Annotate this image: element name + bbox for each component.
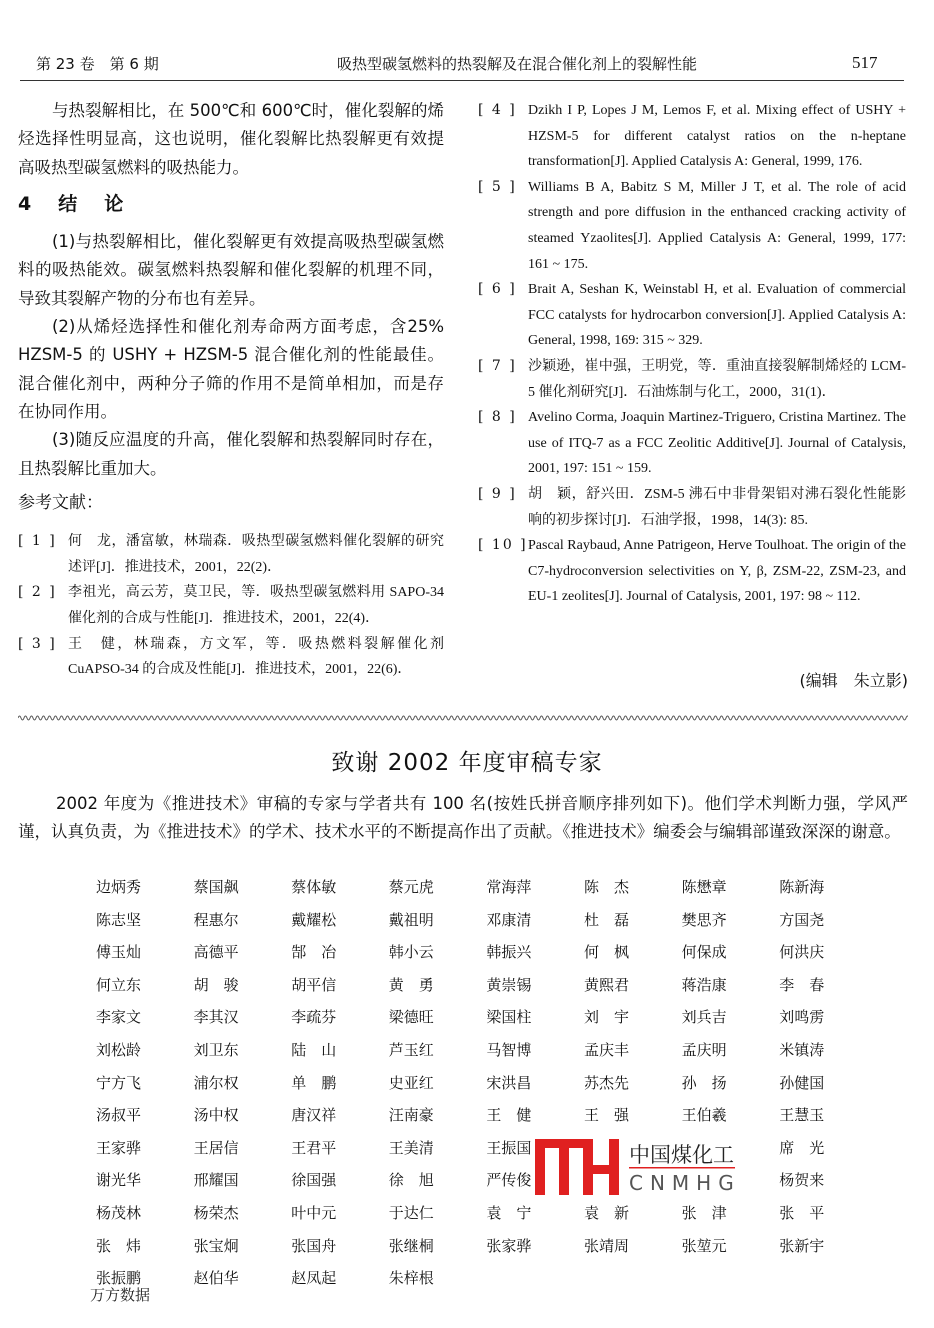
- references-heading: 参考文献：: [18, 492, 103, 513]
- reviewer-name: 张 平: [779, 1204, 825, 1222]
- reviewer-name: 刘松龄: [96, 1041, 142, 1059]
- reviewer-name: 李 春: [779, 975, 825, 994]
- header-rule: [20, 80, 904, 81]
- reviewer-name: 邢耀国: [193, 1171, 239, 1190]
- logo-cn: 中国煤化工: [629, 1143, 734, 1167]
- reviewer-name: 李疏芬: [291, 1008, 337, 1027]
- reviewer-name: 孟庆丰: [584, 1041, 630, 1059]
- reviewer-name: 赵伯华: [193, 1269, 239, 1288]
- reviewer-name: 张宝炯: [193, 1236, 239, 1255]
- reviewer-name: 徐国强: [291, 1171, 337, 1190]
- reference-number: [ 6 ]: [478, 281, 517, 298]
- reviewer-name: 韩振兴: [486, 943, 532, 962]
- reference-number: [ 5 ]: [478, 178, 517, 195]
- reviewer-name: 徐 旭: [388, 1171, 434, 1190]
- reviewer-name: 王君平: [291, 1138, 337, 1157]
- reviewer-name: 席 光: [779, 1138, 825, 1157]
- reference-number: [ 4 ]: [478, 102, 517, 118]
- reference-item: [478, 354, 906, 405]
- reviewer-name: 梁德旺: [388, 1008, 434, 1027]
- conclusion-1: (1)与热裂解相比，催化裂解更有效提高吸热型碳氢燃料的吸热能效。碳氢燃料热裂解和催化裂解的机理不同，导致其裂解产物的分布也有差异。: [18, 232, 444, 308]
- reference-item: [18, 632, 444, 683]
- reference-item: [18, 529, 444, 580]
- reviewer-name: 张 津: [681, 1204, 727, 1222]
- reviewer-name: 唐汉祥: [291, 1106, 337, 1125]
- reviewer-name: 谢光华: [96, 1171, 142, 1190]
- reviewer-name: 常海萍: [486, 878, 532, 896]
- reviewer-name: 蔡元虎: [388, 878, 434, 896]
- reviewer-name: 陈志坚: [96, 910, 142, 929]
- reviewer-name: 郜 冶: [291, 943, 337, 962]
- reviewer-name: 袁 新: [584, 1204, 630, 1222]
- reference-item: [478, 277, 906, 354]
- reviewer-name: 蔡体敏: [291, 878, 337, 896]
- watermark-logo: [533, 1137, 739, 1197]
- reviewer-name: 刘鸣雳: [779, 1008, 825, 1027]
- reviewer-name: 马智博: [486, 1041, 532, 1059]
- intro-text: 2002 年度为《推进技术》审稿的专家与学者共有 100 名(按姓氏拼音顺序排列如下)。他们学术判断力强，学风严谨，认真负责，为《推进技术》的学术、技术水平的不断提高作出了贡献。《推进技术》编委会与编辑部谨致深深的谢意。: [18, 794, 908, 841]
- reviewer-name: 孙健国: [779, 1073, 825, 1092]
- reference-text: 李祖光，高云芳，莫卫民，等．吸热型碳氢燃料用 SAPO-34 催化剂的合成与性能[J]．推进技术，2001，22(4)．: [68, 585, 444, 626]
- reviewer-name: 何立东: [96, 975, 142, 994]
- reviewer-name: 胡 骏: [193, 975, 239, 994]
- reference-list: [18, 529, 444, 683]
- reviewer-name: 王家骅: [96, 1138, 142, 1157]
- reviewer-name: 杜 磊: [584, 910, 630, 929]
- reference-number: [ 9 ]: [478, 485, 517, 502]
- reviewer-name: 梁国柱: [486, 1008, 532, 1027]
- reviewer-name: 芦玉红: [388, 1041, 434, 1059]
- reviewer-name: 黄 勇: [388, 975, 434, 994]
- reviewer-name: 张继桐: [388, 1236, 434, 1255]
- reviewer-name: 王美清: [388, 1138, 434, 1157]
- reference-number: [ 2 ]: [18, 584, 57, 601]
- reviewer-name: 张靖周: [584, 1236, 630, 1255]
- reviewer-name: 叶中元: [291, 1204, 337, 1222]
- reference-text: 沙颖逊，崔中强，王明党，等．重油直接裂解制烯烃的 LCM-5 催化剂研究[J]．石油炼制与化工，2000，31(1)．: [528, 358, 906, 400]
- reviewer-name: 王居信: [193, 1138, 239, 1157]
- reviewer-name: 王 强: [584, 1106, 630, 1125]
- reviewer-name: 陆 山: [291, 1041, 337, 1059]
- reviewer-name: 陈懋章: [681, 878, 727, 896]
- reviewer-name: 孙 扬: [681, 1073, 727, 1092]
- section-heading: 4 结 论: [18, 192, 128, 215]
- reviewer-name: 陈新海: [779, 878, 825, 896]
- reviewer-name: 何保成: [681, 943, 727, 962]
- reviewer-name: 宁方飞: [96, 1073, 142, 1092]
- reviewer-name: 刘卫东: [193, 1041, 239, 1059]
- reviewer-name: 蔡国飙: [193, 878, 239, 896]
- reviewer-name: 袁 宁: [486, 1204, 532, 1222]
- reviewer-name: 宋洪昌: [486, 1073, 532, 1092]
- reviewer-name: 边炳秀: [96, 878, 142, 896]
- reference-number: [ 10 ]: [478, 537, 528, 554]
- thanks-title: 致谢 2002 年度审稿专家: [331, 750, 603, 776]
- reviewer-name: 何洪庆: [779, 943, 825, 962]
- reference-list-right: [478, 98, 906, 610]
- left-column: [18, 97, 444, 683]
- reviewer-name: 傅玉灿: [96, 943, 142, 962]
- reviewer-name: 邓康清: [486, 910, 532, 929]
- reviewer-name: 何 枫: [584, 943, 630, 962]
- reference-text: 何 龙，潘富敏，林瑞森．吸热型碳氢燃料催化裂解的研究述评[J]．推进技术，2001，22(2)．: [68, 534, 444, 575]
- reference-item: [478, 98, 906, 175]
- reviewer-name: 汪南豪: [388, 1106, 434, 1125]
- reference-number: [ 8 ]: [478, 409, 517, 426]
- reviewer-name: 严传俊: [486, 1171, 532, 1190]
- reference-text: 王 健，林瑞森，方文军，等．吸热燃料裂解催化剂 CuAPSO-34 的合成及性能[J]．推进技术，2001，22(6)．: [68, 636, 444, 678]
- reviewer-name: 于达仁: [388, 1204, 434, 1222]
- reviewer-name: 浦尔权: [193, 1073, 239, 1092]
- reviewer-name: 汤中权: [193, 1106, 239, 1125]
- reference-text: 胡 颖，舒兴田．ZSM-5 沸石中非骨架铝对沸石裂化性能影响的初步探讨[J]．石油学报，1998，14(3): 85.: [528, 486, 906, 528]
- footer-watermark: 万方数据: [90, 1286, 151, 1304]
- reviewer-name: 张 炜: [96, 1236, 142, 1255]
- reviewer-name: 刘 宇: [584, 1008, 630, 1027]
- reviewer-name: 戴耀松: [291, 910, 337, 929]
- reviewer-name: 戴祖明: [388, 910, 434, 929]
- reference-text: Brait A, Seshan K, Weinstabl H, et al. Evaluation of commercial FCC catalysts for hydrocarbon conversion[J]. Applied Catalysis A: General, 1998, 169: 315 ~ 329.: [528, 282, 906, 349]
- journal-volume: 第 23 卷 第 6 期: [36, 55, 159, 73]
- reviewer-name: 朱梓根: [388, 1269, 434, 1288]
- paragraph: 与热裂解相比，在 500℃和 600℃时，催化裂解的烯烃选择性明显高，这也说明，催化裂解比热裂解更有效提高吸热型碳氢燃料的吸热能力。: [18, 101, 444, 177]
- reviewer-name: 孟庆明: [681, 1041, 727, 1059]
- reviewer-name: 高德平: [193, 943, 239, 962]
- reviewer-name: 王伯羲: [681, 1106, 727, 1125]
- reference-item: [478, 405, 906, 482]
- reviewer-name: 张国舟: [291, 1236, 337, 1255]
- reviewer-name: 苏杰先: [584, 1073, 630, 1092]
- reviewer-name: 杨贺来: [779, 1171, 825, 1190]
- reviewer-name: 韩小云: [388, 943, 434, 962]
- thanks-intro: [18, 790, 908, 846]
- reference-text: Pascal Raybaud, Anne Patrigeon, Herve Toulhoat. The origin of the C7-hydroconversion selectivities on Y, β, ZSM-22, ZSM-23, and EU-1 zeolites[J]. Journal of Catalysis, 2001, 197: 98 ~ 112.: [528, 538, 906, 605]
- logo-en: CNMHG: [629, 1171, 741, 1195]
- reviewer-name: 史亚红: [388, 1073, 434, 1092]
- reviewer-name: 张振鹏: [96, 1269, 142, 1288]
- reference-text: Dzikh I P, Lopes J M, Lemos F, et al. Mixing effect of USHY + HZSM-5 for different catalyst ratios on the n-heptane transformation[J]. Applied Catalysis A: General, 1999, 176.: [528, 103, 906, 170]
- reviewer-name: 刘兵吉: [681, 1008, 727, 1027]
- page-number: 517: [852, 53, 878, 72]
- reference-item: [18, 580, 444, 631]
- reference-item: [478, 175, 906, 277]
- reviewer-name: 黄崇锡: [486, 975, 532, 994]
- reviewer-name: 杨荣杰: [193, 1204, 239, 1222]
- reviewer-name: 王振国: [486, 1138, 532, 1157]
- reviewer-name: 王慧玉: [779, 1106, 825, 1125]
- reviewer-name: 汤叔平: [96, 1106, 142, 1125]
- reviewer-name: 程惠尔: [193, 910, 239, 929]
- reviewer-name: 胡平信: [291, 975, 337, 994]
- running-title: 吸热型碳氢燃料的热裂解及在混合催化剂上的裂解性能: [337, 55, 698, 73]
- reference-text: Avelino Corma, Joaquin Martinez-Triguero, Cristina Martinez. The use of ITQ-7 as a FCC Zeolitic Additive[J]. Journal of Catalysis, 2001, 197: 151 ~ 159.: [528, 410, 906, 477]
- reviewer-name: 赵凤起: [291, 1269, 337, 1288]
- reviewer-name: 杨茂林: [96, 1204, 142, 1222]
- reviewer-name: 米镇涛: [779, 1041, 825, 1059]
- conclusion-3: (3)随反应温度的升高，催化裂解和热裂解同时存在，且热裂解比重加大。: [18, 430, 444, 478]
- reviewer-name: 李家文: [96, 1008, 142, 1027]
- reviewer-name: 方国尧: [779, 910, 825, 929]
- reviewer-name: 王 健: [486, 1106, 532, 1125]
- reviewer-name: 张新宇: [779, 1236, 825, 1255]
- reference-item: [478, 482, 906, 533]
- reviewer-name: 单 鹏: [291, 1073, 337, 1092]
- reference-number: [ 7 ]: [478, 357, 517, 374]
- reference-number: [ 1 ]: [18, 533, 57, 550]
- reference-item: [478, 533, 906, 610]
- reviewer-name: 张堃元: [681, 1236, 727, 1255]
- reviewer-name: 蒋浩康: [681, 975, 727, 994]
- editor-note: (编辑 朱立影): [799, 671, 908, 690]
- reviewer-name: 张家骅: [486, 1236, 532, 1255]
- reference-text: Williams B A, Babitz S M, Miller J T, et al. The role of acid strength and pore diffusion in the enthanced cracking activity of steamed Yzaolites[J]. Applied Catalysis A: General, 1999, 177: 161 ~ 175.: [528, 179, 906, 272]
- wavy-divider: [18, 714, 908, 722]
- reviewer-name: 樊思齐: [681, 910, 727, 929]
- conclusion-2: (2)从烯烃选择性和催化剂寿命两方面考虑，含25% HZSM-5 的 USHY + HZSM-5 混合催化剂的性能最佳。混合催化剂中，两种分子筛的作用不是简单相加，而是存在协同作用。: [18, 317, 444, 421]
- reviewer-name: 李其汉: [193, 1008, 239, 1027]
- reviewer-name: 黄熙君: [584, 975, 630, 994]
- reviewer-name: 陈 杰: [584, 878, 630, 896]
- reference-number: [ 3 ]: [18, 635, 57, 652]
